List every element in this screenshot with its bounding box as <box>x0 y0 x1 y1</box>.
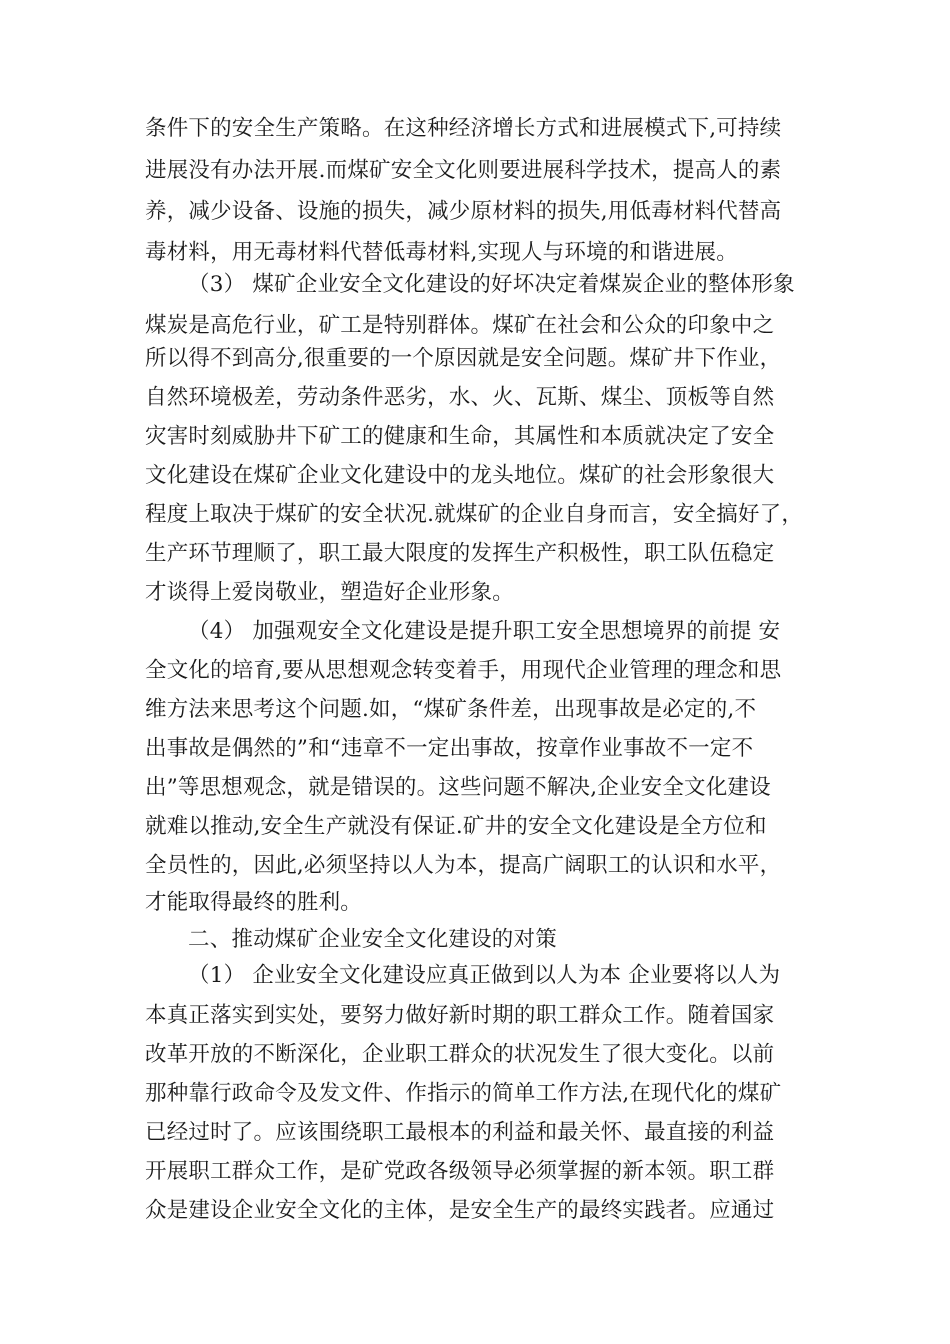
text-line: 所以得不到高分,很重要的一个原因就是安全问题。煤矿井下作业， <box>145 346 782 371</box>
text-line: 已经过时了。应该围绕职工最根本的利益和最关怀、最直接的利益 <box>145 1120 775 1145</box>
section-heading: 二、推动煤矿企业安全文化建设的对策 <box>188 927 557 952</box>
text-line: 出事故是偶然的”和“违章不一定出事故，按章作业事故不一定不 <box>145 736 754 761</box>
text-line: 文化建设在煤矿企业文化建设中的龙头地位。煤矿的社会形象很大 <box>145 463 775 488</box>
text-line: 条件下的安全生产策略。在这种经济增长方式和进展模式下,可持续 <box>145 116 782 141</box>
text-line: 改革开放的不断深化，企业职工群众的状况发生了很大变化。以前 <box>145 1042 775 1067</box>
text-line: 本真正落实到实处，要努力做好新时期的职工群众工作。随着国家 <box>145 1003 775 1028</box>
text-line: 养，减少设备、设施的损失，减少原材料的损失,用低毒材料代替高 <box>145 199 782 224</box>
text-line: 全员性的，因此,必须坚持以人为本，提高广阔职工的认识和水平， <box>145 853 782 878</box>
section-heading: （3） 煤矿企业安全文化建设的好坏决定着煤炭企业的整体形象 <box>188 272 795 297</box>
text-line: 程度上取决于煤矿的安全状况.就煤矿的企业自身而言，安全搞好了， <box>145 502 804 527</box>
text-line: 众是建设企业安全文化的主体，是安全生产的最终实践者。应通过 <box>145 1198 775 1223</box>
text-line: 那种靠行政命令及发文件、作指示的简单工作方法,在现代化的煤矿 <box>145 1081 782 1106</box>
text-line: 才能取得最终的胜利。 <box>145 890 363 915</box>
text-line: 自然环境极差，劳动条件恶劣，水、火、瓦斯、煤尘、顶板等自然 <box>145 385 775 410</box>
text-line: 生产环节理顺了，职工最大限度的发挥生产积极性，职工队伍稳定 <box>145 541 775 566</box>
text-line: 才谈得上爱岗敬业，塑造好企业形象。 <box>145 580 514 605</box>
text-line: 维方法来思考这个问题.如，“煤矿条件差，出现事故是必定的,不 <box>145 697 757 722</box>
text-line: 全文化的培育,要从思想观念转变着手，用现代企业管理的理念和思 <box>145 658 782 683</box>
text-line: 出”等思想观念，就是错误的。这些问题不解决,企业安全文化建设 <box>145 775 771 800</box>
text-line: 毒材料，用无毒材料代替低毒材料,实现人与环境的和谐进展。 <box>145 240 738 265</box>
section-heading: （4） 加强观安全文化建设是提升职工安全思想境界的前提 安 <box>188 619 781 644</box>
text-line: 进展没有办法开展.而煤矿安全文化则要进展科学技术，提高人的素 <box>145 158 782 183</box>
section-heading: （1） 企业安全文化建设应真正做到以人为本 企业要将以人为 <box>188 963 781 988</box>
text-line: 开展职工群众工作，是矿党政各级领导必须掌握的新本领。职工群 <box>145 1159 775 1184</box>
text-line: 就难以推动,安全生产就没有保证.矿井的安全文化建设是全方位和 <box>145 814 767 839</box>
text-line: 煤炭是高危行业，矿工是特别群体。煤矿在社会和公众的印象中之 <box>145 313 775 338</box>
text-line: 灾害时刻威胁井下矿工的健康和生命，其属性和本质就决定了安全 <box>145 424 775 449</box>
